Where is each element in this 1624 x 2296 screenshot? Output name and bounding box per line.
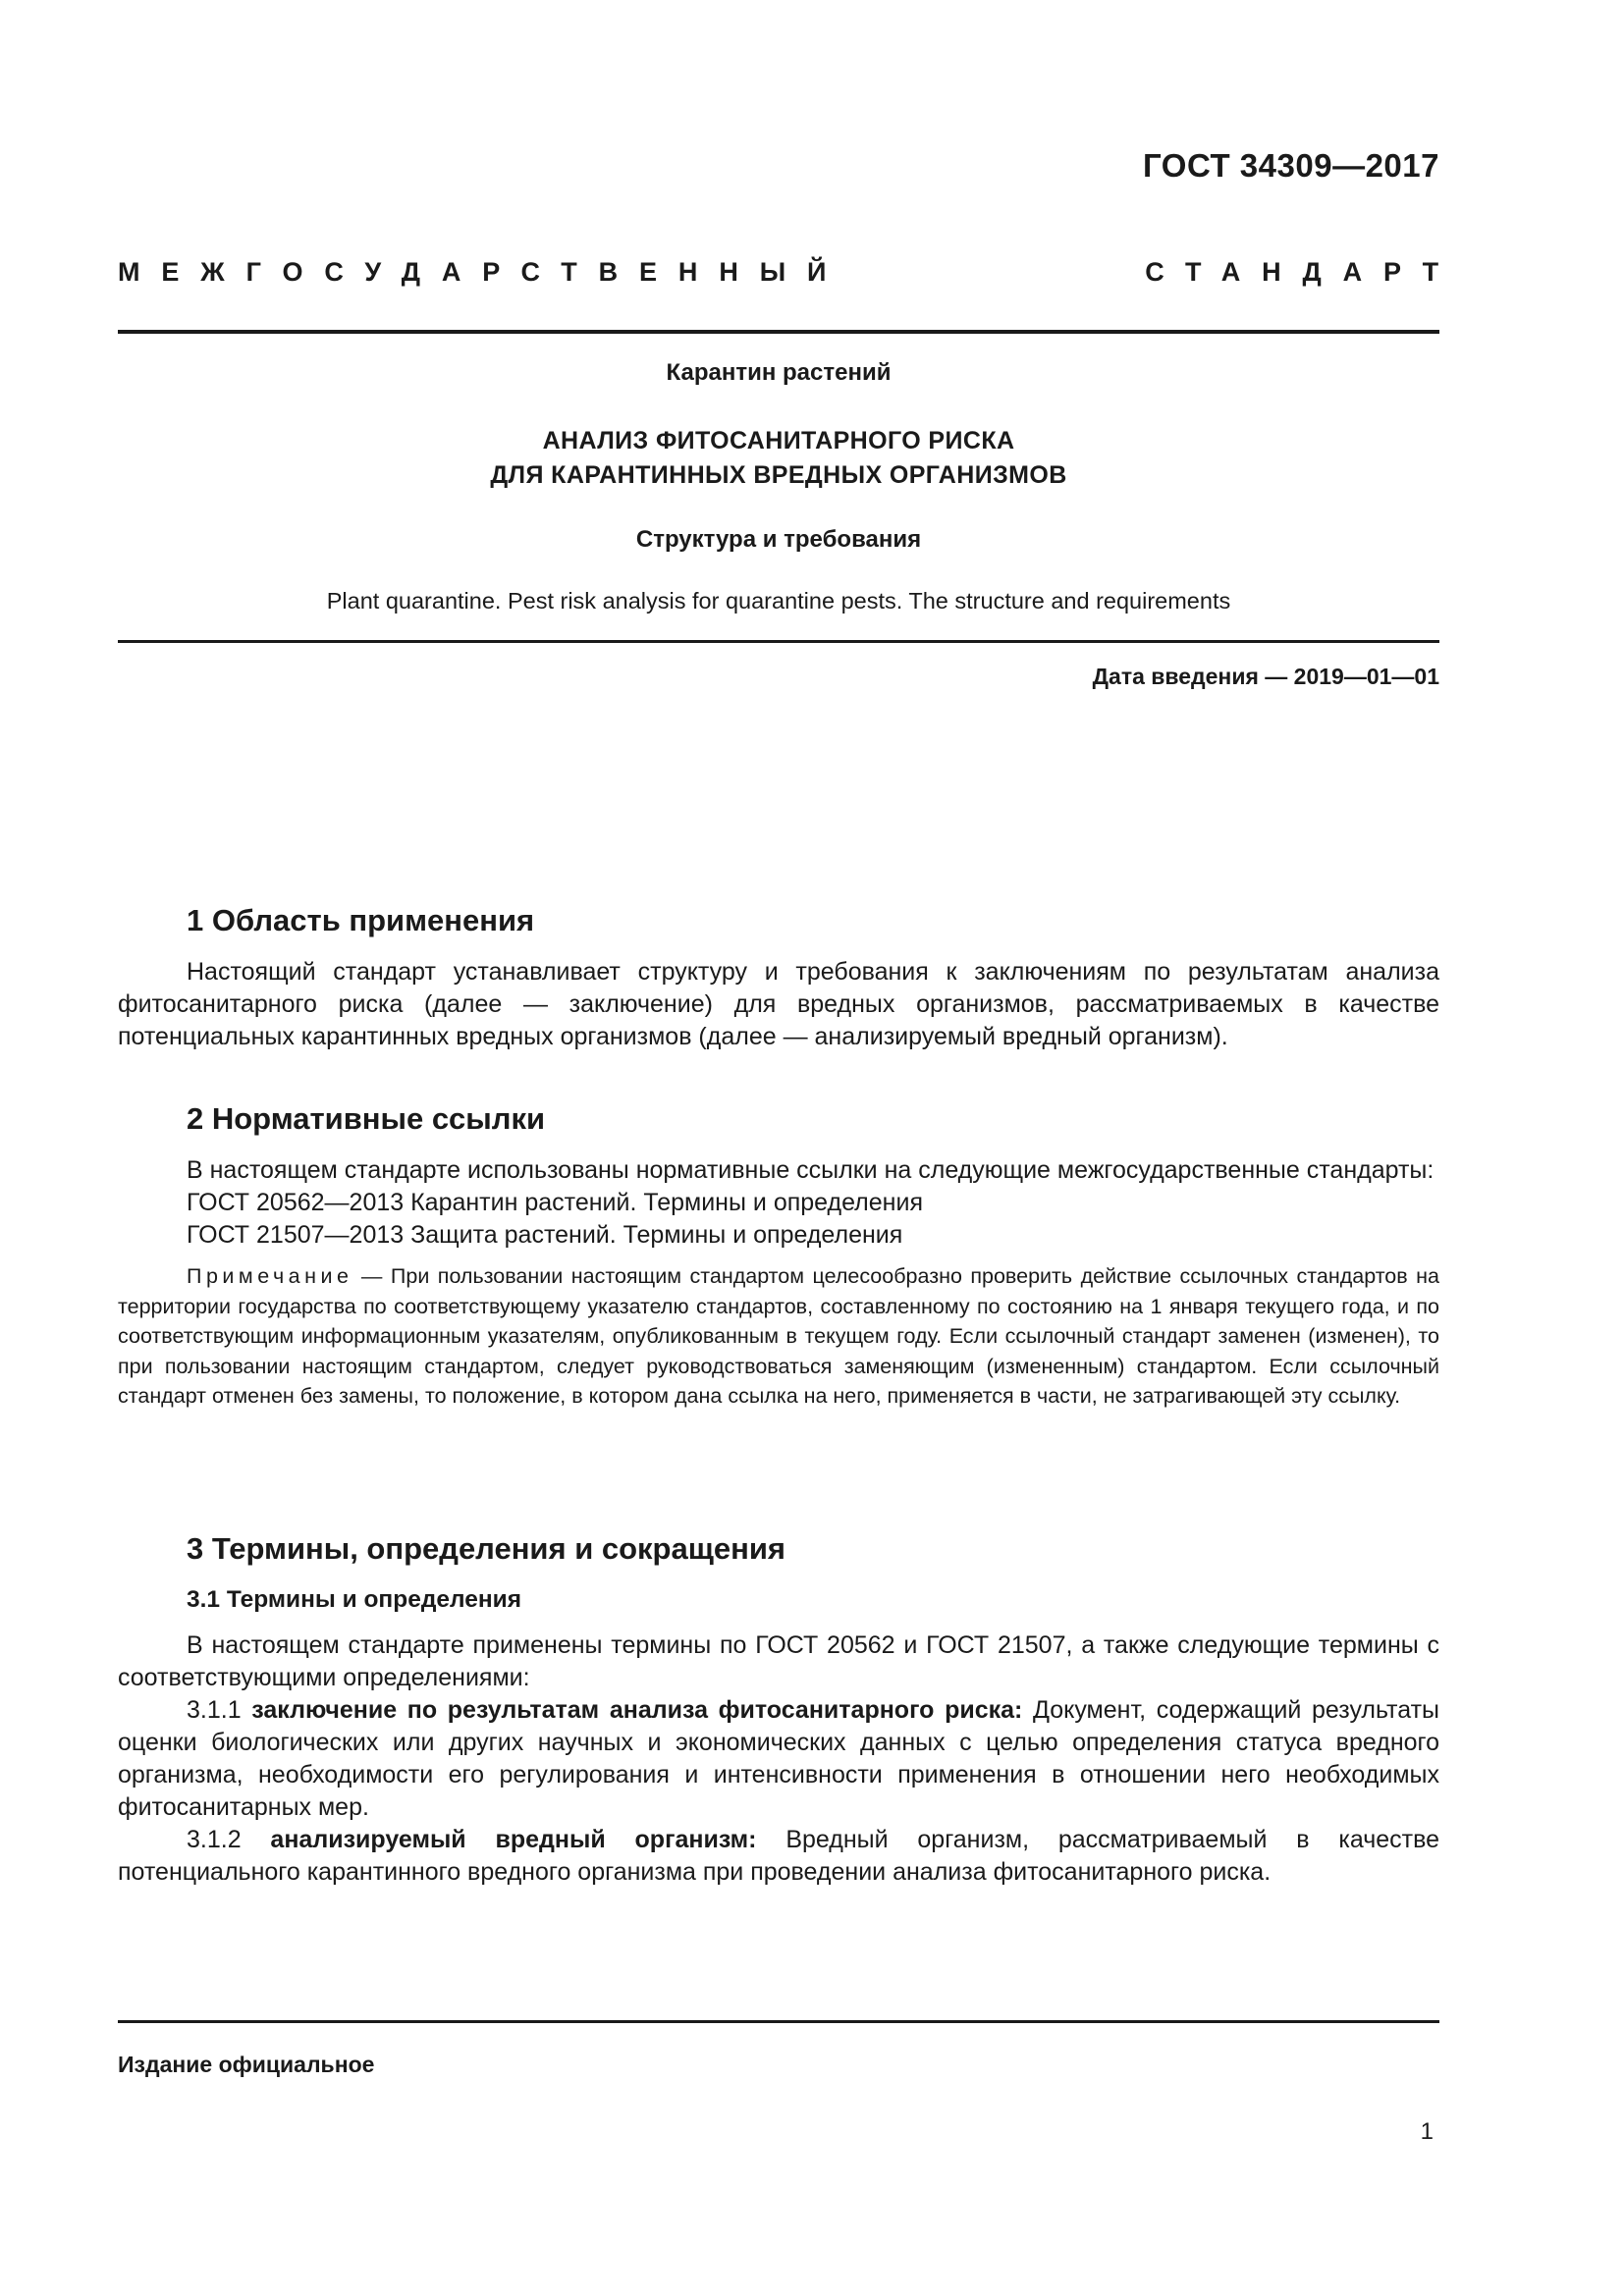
section-2-intro: В настоящем стандарте использованы нормативные ссылки на следующие межгосударственные стандарты: (187, 1156, 1435, 1184)
gost-code: ГОСТ 34309—2017 (1143, 147, 1439, 184)
term-definition: Документ, содержащий результаты оценки биологических или других научных и экономических данных с целью определения статуса вредного организма, необходимости его регулирования и интенсивности применения в отношении него необходимых фитосанитарных мер. (118, 1696, 1439, 1821)
term-number: 3.1.2 (187, 1826, 271, 1853)
footer-rule (118, 2020, 1439, 2023)
section-3-heading: 3 Термины, определения и сокращения (187, 1531, 785, 1566)
document-subtitle: Структура и требования (635, 526, 922, 553)
subject-heading: Карантин растений (666, 359, 892, 386)
document-page (118, 0, 1460, 2296)
note-paragraph (118, 1261, 1439, 1412)
title-line-2: ДЛЯ КАРАНТИННЫХ ВРЕДНЫХ ОРГАНИЗМОВ (490, 461, 1067, 489)
reference-1: ГОСТ 20562—2013 Карантин растений. Термины и определения (187, 1189, 923, 1216)
banner-word-interstate: МЕЖГОСУДАРСТВЕННЫЙ (118, 257, 848, 287)
title-bottom-rule (118, 640, 1439, 643)
term-3-1-2 (118, 1824, 1439, 1889)
section-1-heading: 1 Область применения (187, 903, 535, 937)
term-3-1-1 (118, 1694, 1439, 1824)
note-label: Примечание (187, 1264, 353, 1288)
reference-2: ГОСТ 21507—2013 Защита растений. Термины и определения (187, 1221, 903, 1249)
top-rule (118, 330, 1439, 334)
term-name: заключение по результатам анализа фитосанитарного риска: (251, 1696, 1023, 1724)
page-number: 1 (1420, 2118, 1434, 2145)
introduction-date: Дата введения — 2019—01—01 (1092, 664, 1439, 689)
term-number: 3.1.1 (187, 1696, 252, 1724)
section-2-heading: 2 Нормативные ссылки (187, 1101, 546, 1136)
banner-word-standard: СТАНДАРТ (1145, 257, 1460, 287)
subsection-3-1-heading: 3.1 Термины и определения (187, 1586, 522, 1613)
section-normative-refs (118, 1101, 1439, 1412)
section-scope (118, 903, 1439, 1053)
title-line-1: АНАЛИЗ ФИТОСАНИТАРНОГО РИСКА (542, 427, 1015, 454)
standard-banner (118, 257, 1460, 291)
term-name: анализируемый вредный организм: (270, 1826, 757, 1853)
document-title (118, 424, 1439, 493)
section-terms (118, 1531, 1439, 1889)
official-edition-label: Издание официальное (118, 2052, 375, 2077)
section-1-text: Настоящий стандарт устанавливает структуру и требования к заключениям по результатам анализа фитосанитарного риска (далее — заключение) для вредных организмов, рассматриваемых в качестве потенциальных карантинных вредных организмов (далее — анализируемый вредный организм). (118, 958, 1439, 1050)
section-3-intro: В настоящем стандарте применены термины по ГОСТ 20562 и ГОСТ 21507, а также следующие термины с соответствующими определениями: (118, 1631, 1439, 1691)
term-definition: Вредный организм, рассматриваемый в качестве потенциального карантинного вредного организма при проведении анализа фитосанитарного риска. (118, 1826, 1439, 1886)
english-title: Plant quarantine. Pest risk analysis for quarantine pests. The structure and requirements (326, 588, 1231, 614)
note-text: — При пользовании настоящим стандартом целесообразно проверить действие ссылочных стандартов на территории государства по соответствующему указателю стандартов, составленному по состоянию на 1 января текущего года, и по соответствующим информационным указателям, опубликованным в текущем году. Если ссылочный стандарт заменен (изменен), то при пользовании настоящим стандартом, следует руководствоваться заменяющим (измененным) стандартом. Если ссылочный стандарт отменен без замены, то положение, в котором дана ссылка на него, применяется в части, не затрагивающей эту ссылку. (118, 1264, 1439, 1408)
